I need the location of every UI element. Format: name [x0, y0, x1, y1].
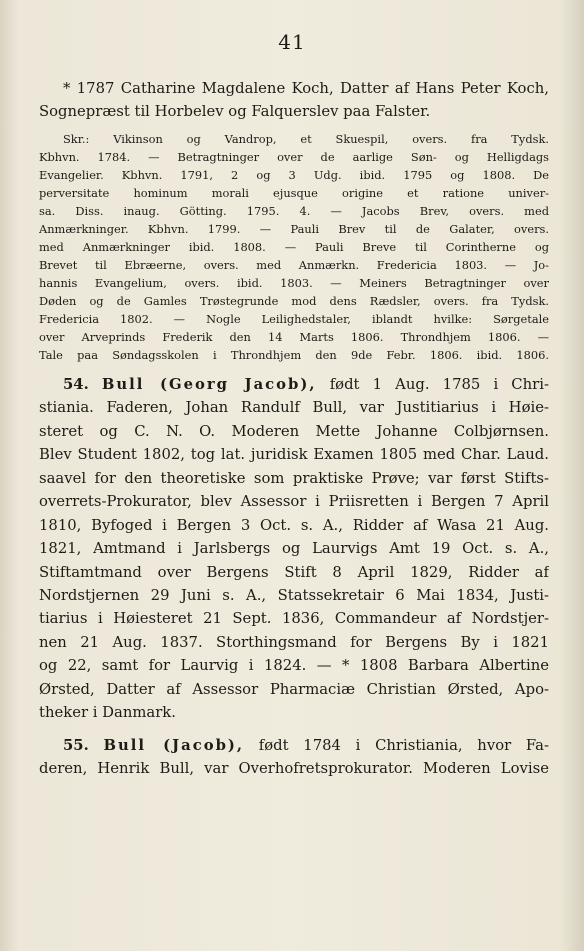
body-line: stiania. Faderen, Johan Randulf Bull, var Justitiarius i Høie- [39, 399, 549, 417]
body-line: nen 21 Aug. 1837. Storthingsmand for Bergens By i 1821 [39, 633, 549, 651]
body-line: * 1787 Catharine Magdalene Koch, Datter af Hans Peter Koch, [63, 80, 549, 97]
page-body [39, 77, 549, 781]
works-line: sa. Diss. inaug. Götting. 1795. 4. — Jacobs Brev, overs. med [39, 203, 549, 218]
body-line: Sognepræst til Horbelev og Falquerslev paa Falster. [39, 103, 431, 121]
body-line: tiarius i Høiesteret 21 Sept. 1836, Commandeur af Nordstjer- [39, 610, 549, 628]
works-line: Brevet til Ebræerne, overs. med Anmærkn. Fredericia 1803. — Jo- [39, 257, 549, 272]
entry-heading-line [39, 734, 549, 757]
works-line: Kbhvn. 1784. — Betragtninger over de aarlige Søn- og Helligdags [39, 149, 549, 164]
entry-heading-line [39, 373, 549, 396]
body-line: saavel for den theoretiske som praktiske Prøve; var først Stifts- [39, 469, 549, 487]
entry-name: Bull (Jacob), [103, 736, 245, 754]
body-line: overrets-Prokurator, blev Assessor i Priisretten i Bergen 7 April [39, 493, 549, 511]
works-line: Anmærkninger. Kbhvn. 1799. — Pauli Brev til de Galater, overs. [39, 221, 549, 236]
page-number: 41 [278, 30, 306, 54]
body-line: 1821, Amtmand i Jarlsbergs og Laurvigs Amt 19 Oct. s. A., [39, 540, 549, 558]
body-line: Blev Student 1802, tog lat. juridisk Examen 1805 med Char. Laud. [39, 446, 549, 464]
body-line: theker i Danmark. [39, 704, 176, 722]
entry-first-line: født 1784 i Christiania, hvor Fa- [258, 736, 549, 754]
body-line: 1810, Byfoged i Bergen 3 Oct. s. A., Ridder af Wasa 21 Aug. [39, 516, 549, 534]
body-line: Stiftamtmand over Bergens Stift 8 April 1829, Ridder af [39, 563, 549, 581]
works-line: Skr.: Vikinson og Vandrop, et Skuespil, overs. fra Tydsk. [63, 131, 549, 146]
body-line: og 22, samt for Laurvig i 1824. — * 1808 Barbara Albertine [39, 657, 549, 675]
works-line: perversitate hominum morali ejusque origine et ratione univer- [39, 185, 549, 200]
works-line: Tale paa Søndagsskolen i Throndhjem den 9de Febr. 1806. ibid. 1806. [39, 347, 549, 362]
entry-first-line: født 1 Aug. 1785 i Chri- [329, 375, 549, 393]
entry-number: 54. [63, 375, 89, 393]
entry-number: 55. [63, 736, 89, 754]
works-line: Fredericia 1802. — Nogle Leilighedstaler, iblandt hvilke: Sørgetale [39, 311, 549, 326]
works-line: Evangelier. Kbhvn. 1791, 2 og 3 Udg. ibid. 1795 og 1808. De [39, 167, 549, 182]
works-line: hannis Evangelium, overs. ibid. 1803. — Meiners Betragtninger over [39, 275, 549, 290]
works-line: Døden og de Gamles Trøstegrunde mod dens Rædsler, overs. fra Tydsk. [39, 293, 549, 308]
body-line: Nordstjernen 29 Juni s. A., Statssekretair 6 Mai 1834, Justi- [39, 586, 549, 604]
entry-name: Bull (Georg Jacob), [101, 375, 317, 393]
body-line: steret og C. N. O. Moderen Mette Johanne Colbjørnsen. [39, 422, 549, 440]
body-line: Ørsted, Datter af Assessor Pharmaciæ Christian Ørsted, Apo- [39, 680, 549, 698]
works-line: over Arveprinds Frederik den 14 Marts 1806. Throndhjem 1806. — [39, 329, 549, 344]
works-line: med Anmærkninger ibid. 1808. — Pauli Breve til Corintherne og [39, 239, 549, 254]
body-line: deren, Henrik Bull, var Overhofretsprokurator. Moderen Lovise [39, 760, 549, 778]
